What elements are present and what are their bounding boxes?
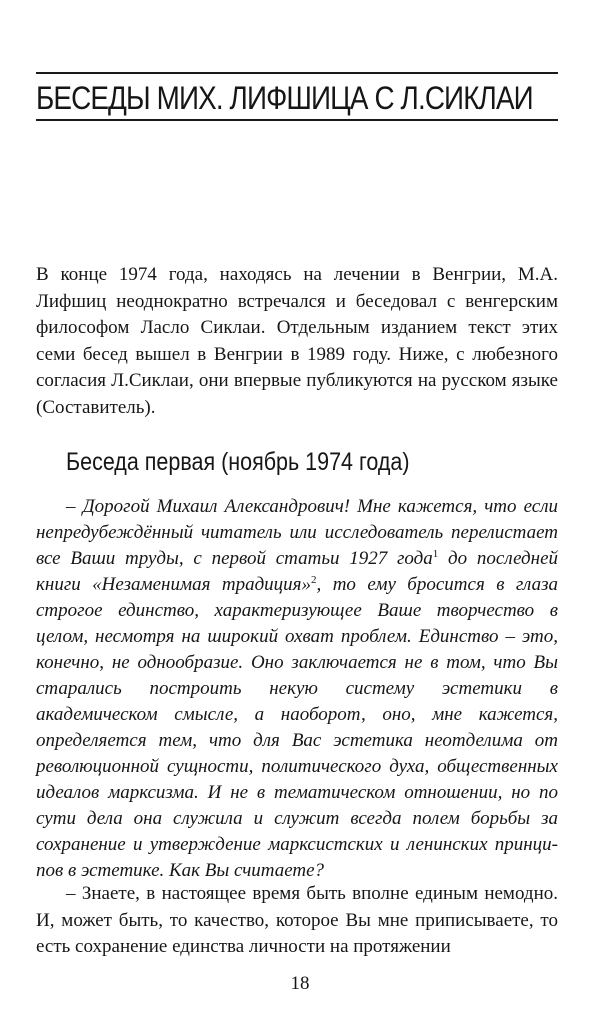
section-heading: Беседа первая (ноябрь 1974 года) [66, 448, 410, 476]
chapter-title: БЕСЕДЫ МИХ. ЛИФШИЦА С Л.СИКЛАИ [36, 80, 533, 116]
question-text-part1: – Дорогой Михаил Александрович! Мне кажется, что если непредубеждённый читатель или исследователь перелистает все Ваши труды, с первой статьи 1927 года [36, 496, 558, 569]
header-top-rule [36, 72, 558, 74]
page-number: 18 [290, 973, 310, 994]
header-bottom-rule [36, 119, 558, 121]
footnote-marker-1: 1 [432, 548, 439, 560]
answer-paragraph: – Знаете, в настоящее время быть вполне единым немодно. И, может быть, то качество, которое Вы мне приписываете, то есть сохранение единства личности на протяжении [36, 883, 558, 957]
question-paragraph [36, 494, 558, 884]
footnote-marker-2: 2 [311, 574, 317, 586]
question-text-part3: , то ему бросится в глаза строгое единство, характеризующее Ваше творчество в целом, несмотря на широкий охват проблем. Единство – это, конечно, не однообразие. Оно заключается не в том, что Вы старались построить некую систему эстетики в академическом смысле, а наоборот, оно, мне кажется, определяется тем, что для Вас эстетика неотделима от революционной сущности, политического духа, общественных идеалов марксизма. И не в тематическом отношении, но по сути дела она служила и служит всегда полем борьбы за сохранение и утверждение марксистских и ленинских принципов в эстетике. Как Вы считаете? [36, 574, 558, 881]
intro-paragraph: В конце 1974 года, находясь на лечении в Венгрии, М.А. Лифшиц неоднократно встречался и беседовал с венгерским философом Ласло Сиклаи. Отдельным изданием текст этих семи бесед вышел в Венгрии в 1989 году. Ниже, с любезного согласия Л.Сиклаи, они впервые публикуются на русском языке (Составитель). [36, 264, 558, 418]
question-text-part2: до последней книги «Незаменимая традиция» [36, 548, 559, 595]
